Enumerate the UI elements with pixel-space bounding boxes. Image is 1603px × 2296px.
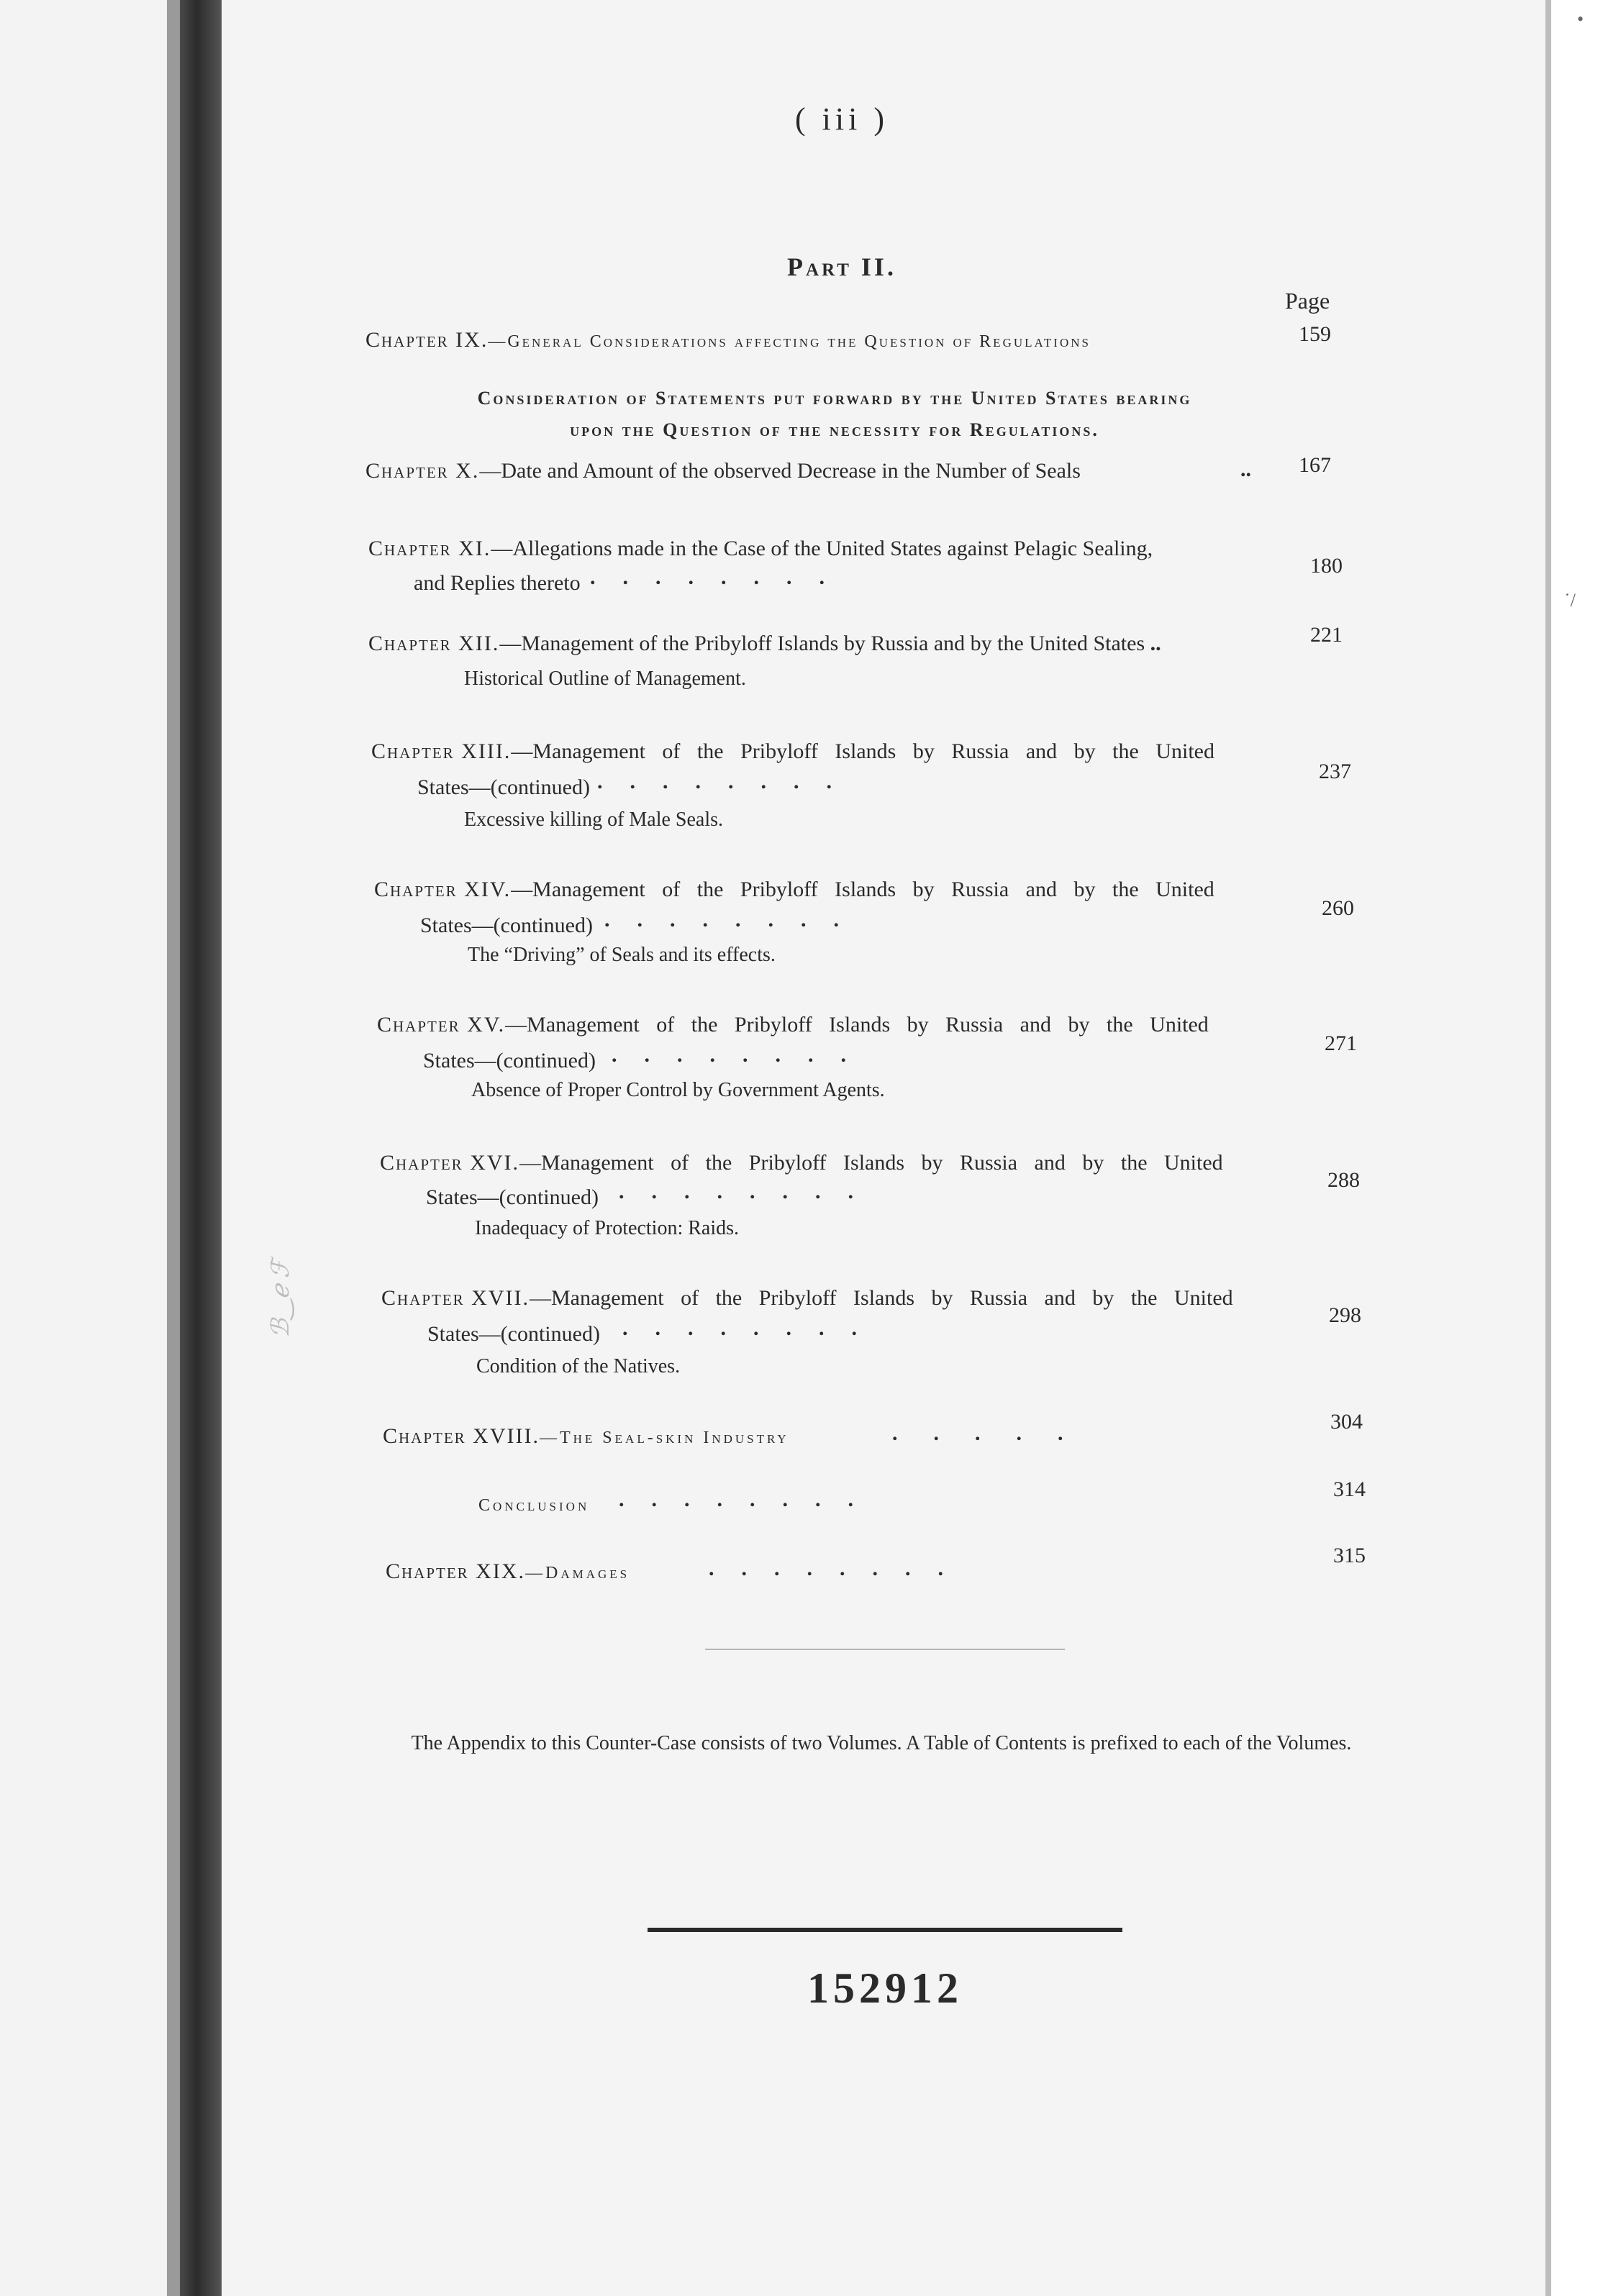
toc-entry-ch15: [377, 1007, 1209, 1043]
page-number: 288: [1327, 1168, 1360, 1192]
chapter-title: —Management of the Pribyloff Islands by Russia and by the United: [519, 1151, 1223, 1175]
leader-dots: .....: [892, 1421, 1099, 1445]
page-number: 315: [1333, 1544, 1366, 1567]
toc-entry-ch12: Chapter XII.—Management of the Pribyloff Islands by Russia and by the United States ..: [368, 632, 1161, 655]
page-number: 221: [1310, 623, 1343, 647]
binding-shadow: [167, 0, 180, 2296]
toc-entry-conclusion: Conclusion: [478, 1496, 590, 1515]
chapter-label: Chapter XIV.: [374, 878, 512, 901]
section-heading-line2: upon the Question of the necessity for Regulations.: [570, 419, 1099, 440]
chapter-title: —Management of the Pribyloff Islands by Russia and by the United: [530, 1286, 1233, 1310]
chapter-subtitle: Historical Outline of Management.: [464, 668, 746, 690]
chapter-label: Chapter XIII.: [371, 739, 512, 763]
toc-entry-ch17: [381, 1280, 1233, 1316]
margin-tick: ˙/: [1564, 590, 1576, 611]
chapter-label: Chapter XI.: [368, 537, 491, 560]
margin-dot: •: [1577, 9, 1584, 29]
toc-entry-ch13: [371, 734, 1214, 770]
chapter-title: —Date and Amount of the observed Decrease in the Number of Seals: [479, 459, 1081, 483]
chapter-title-cont: States—(continued): [417, 775, 590, 799]
page-number: 304: [1330, 1410, 1363, 1434]
chapter-title: —General Considerations affecting the Question of Regulations: [488, 332, 1091, 351]
outer-margin: [1551, 0, 1603, 2296]
chapter-label: Chapter XVI.: [380, 1151, 520, 1175]
leader-dots: ........: [619, 1180, 881, 1203]
chapter-title-cont: States—(continued): [420, 914, 593, 937]
leader-dots: ........: [590, 565, 852, 589]
page-folio: ( iii ): [795, 101, 889, 137]
chapter-title: —The Seal-skin Industry: [539, 1429, 789, 1447]
chapter-subtitle: Absence of Proper Control by Government Agents.: [471, 1079, 885, 1101]
closing-rule: [648, 1928, 1122, 1932]
margin-handwriting: ℬ‿ℯ ℱ: [268, 1259, 294, 1338]
chapter-title: —Damages: [525, 1564, 630, 1582]
chapter-subtitle: Inadequacy of Protection: Raids.: [475, 1217, 740, 1239]
toc-entry-ch18: [383, 1418, 789, 1456]
leader-dots: ........: [604, 908, 866, 931]
chapter-label: Chapter X.: [365, 459, 480, 483]
page-column-label: Page: [1285, 288, 1330, 314]
chapter-label: Chapter XVIII.: [383, 1424, 540, 1448]
leader-dots: ........: [597, 770, 859, 793]
page-number: 237: [1319, 760, 1351, 783]
chapter-label: Chapter XII.: [368, 632, 500, 655]
chapter-title: —Management of the Pribyloff Islands by Russia and by the United: [511, 878, 1214, 901]
page-number: 314: [1333, 1477, 1366, 1501]
toc-entry-ch10: [365, 453, 1081, 489]
toc-entry-ch16: [380, 1145, 1223, 1181]
toc-entry-ch9: [365, 322, 1091, 360]
leader-dots: ........: [709, 1557, 971, 1580]
page-number: 298: [1329, 1303, 1361, 1327]
leader-dots: ..: [1240, 457, 1251, 481]
leader-dots: ........: [619, 1488, 881, 1511]
chapter-title-cont: States—(continued): [426, 1185, 599, 1209]
chapter-title: —Management of the Pribyloff Islands by Russia and by the United States: [499, 632, 1145, 655]
toc-entry-ch11: [368, 531, 1153, 567]
page-number: 271: [1325, 1031, 1357, 1055]
chapter-label: Chapter XV.: [377, 1013, 506, 1037]
binding-gutter: [180, 0, 222, 2296]
page-number: 180: [1310, 554, 1343, 578]
chapter-subtitle: The “Driving” of Seals and its effects.: [468, 944, 776, 966]
section-heading-line1: Consideration of Statements put forward by the United States bearing: [477, 388, 1192, 409]
appendix-note: The Appendix to this Counter-Case consists of two Volumes. A Table of Contents is prefixed to each of the Volumes.: [411, 1732, 1352, 1754]
stamp-number: 152912: [807, 1964, 963, 2012]
page-number: 167: [1299, 453, 1331, 477]
page-edge: [1545, 0, 1551, 2296]
chapter-label: Chapter IX.: [365, 328, 489, 352]
chapter-title: —Management of the Pribyloff Islands by Russia and by the United: [505, 1013, 1209, 1037]
toc-entry-ch14: [374, 872, 1214, 908]
chapter-title-cont: States—(continued): [427, 1322, 600, 1346]
chapter-subtitle: Excessive killing of Male Seals.: [464, 808, 724, 831]
separator-rule: [705, 1649, 1065, 1650]
part-title: Part II.: [787, 252, 896, 281]
chapter-title-cont: States—(continued): [423, 1049, 596, 1072]
page-number: 159: [1299, 322, 1331, 346]
chapter-label: Chapter XIX.: [386, 1559, 526, 1583]
toc-entry-ch19: [386, 1554, 630, 1591]
leader-dots: ........: [622, 1316, 884, 1340]
chapter-title: —Management of the Pribyloff Islands by Russia and by the United: [511, 739, 1214, 763]
chapter-title: —Allegations made in the Case of the United States against Pelagic Sealing,: [491, 537, 1153, 560]
chapter-label: Chapter XVII.: [381, 1286, 530, 1310]
page-number: 260: [1322, 896, 1354, 920]
chapter-subtitle: Condition of the Natives.: [476, 1355, 681, 1377]
leader-dots: ........: [612, 1043, 873, 1067]
chapter-title-cont: and Replies thereto: [414, 571, 581, 595]
